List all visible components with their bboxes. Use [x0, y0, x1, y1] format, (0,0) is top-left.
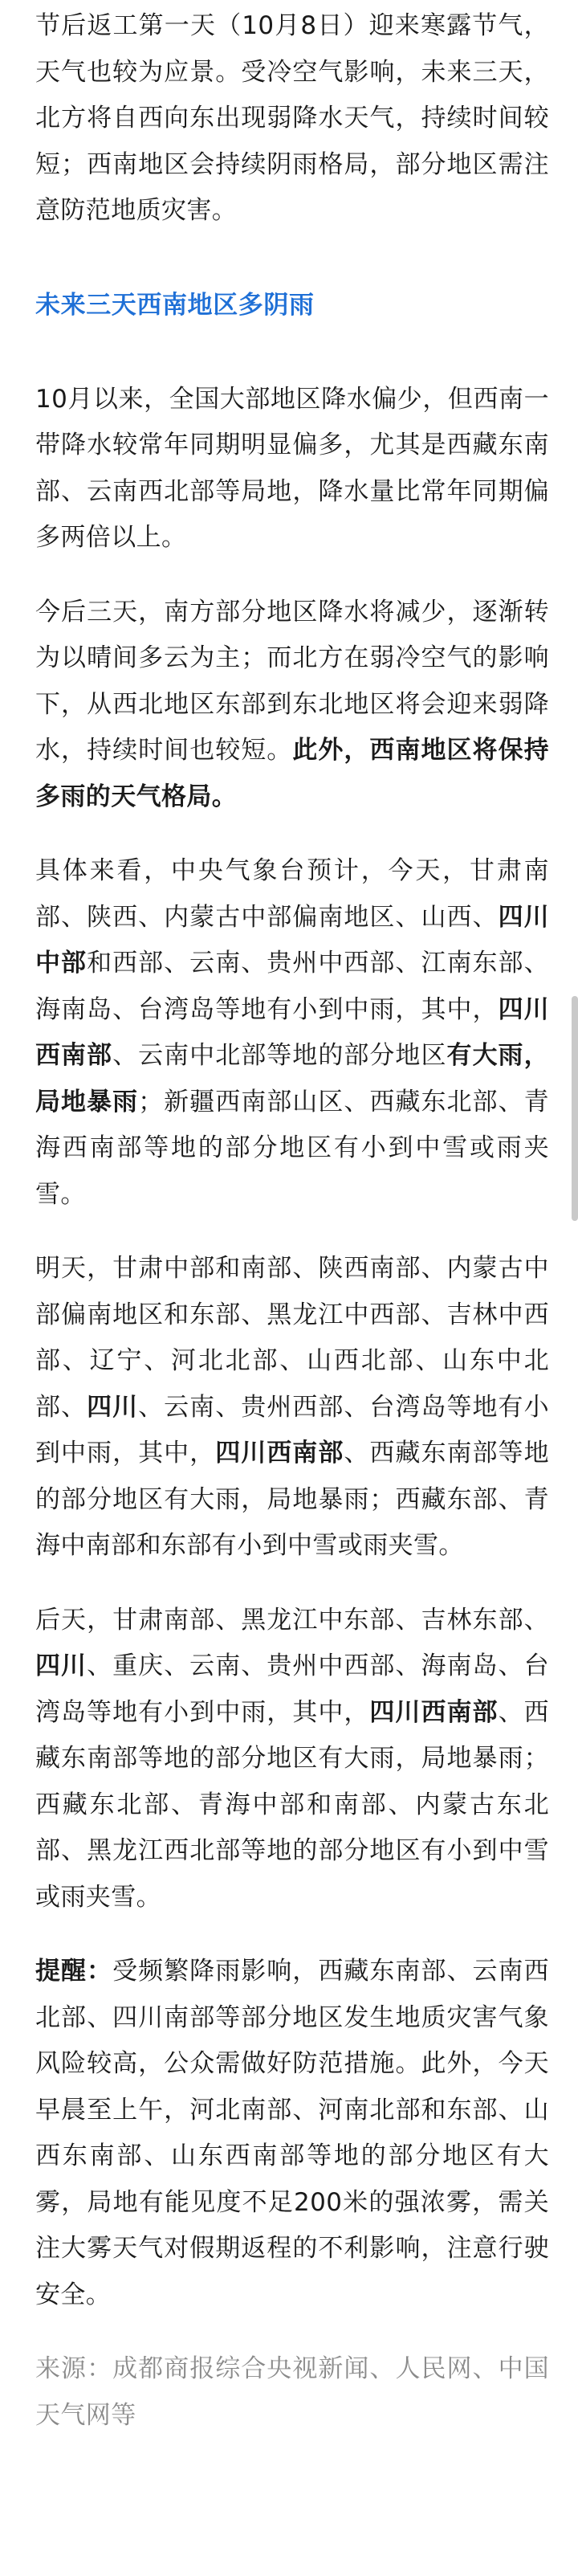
tomorrow-text-2: 、云南、贵州西部、台湾岛等地有小到中雨，其中，: [35, 1392, 549, 1468]
dayafter-text-3: 、西藏东南部等地的部分地区有大雨，局地暴雨；西藏东北部、青海中部和南部、内蒙古东北部、黑龙江西北部等地的部分地区有小到中雪或雨夹雪。: [35, 1697, 549, 1912]
paragraph-rain-statistics: 10月以来，全国大部地区降水偏少，但西南一带降水较常年同期明显偏多，尤其是西藏东南部、云南西北部等局地，降水量比常年同期偏多两倍以上。: [35, 384, 549, 552]
dayafter-text-1: 后天，甘肃南部、黑龙江中东部、吉林东部、: [35, 1605, 549, 1635]
today-text-4: ；新疆西南部山区、西藏东北部、青海西南部等地的部分地区有小到中雪或雨夹雪。: [35, 1087, 549, 1209]
reminder-label: 提醒：: [35, 1957, 113, 1986]
today-text-2: 和西部、云南、贵州中西部、江南东部、海南岛、台湾岛等地有小到中雨，其中，: [35, 949, 549, 1024]
dayafter-bold-1: 四川: [35, 1651, 88, 1680]
today-bold-3: 有大雨，局地暴雨: [35, 1041, 549, 1117]
tomorrow-bold-1: 四川: [87, 1392, 139, 1422]
paragraph-reminder: [35, 1949, 549, 2318]
paragraph-tomorrow-forecast: [35, 1246, 549, 1570]
today-bold-1: 四川中部: [35, 902, 549, 978]
outlook-highlight: 此外，西南地区将保持多雨的天气格局。: [35, 736, 550, 811]
source-credit: 来源：成都商报综合央视新闻、人民网、中国天气网等: [35, 2354, 549, 2430]
tomorrow-text-1: 明天，甘肃中部和南部、陕西南部、内蒙古中部偏南地区和东部、黑龙江中西部、吉林中西部、辽宁、河北北部、山西北部、山东中北部、: [35, 1254, 549, 1422]
section-heading: 未来三天西南地区多阴雨: [35, 290, 315, 320]
paragraph-today-forecast: [35, 848, 549, 1218]
article-body: [35, 0, 549, 2439]
scrollbar-thumb[interactable]: [572, 996, 578, 1221]
intro-paragraph: 节后返工第一天（10月8日）迎来寒露节气，天气也较为应景。受冷空气影响，未来三天，北方将自西向东出现弱降水天气，持续时间较短；西南地区会持续阴雨格局，部分地区需注意防范地质灾害。: [35, 11, 549, 225]
tomorrow-text-3: 、西藏东南部等地的部分地区有大雨，局地暴雨；西藏东部、青海中南部和东部有小到中雪或雨夹雪。: [35, 1439, 549, 1560]
tomorrow-bold-2: 四川西南部: [215, 1439, 344, 1468]
today-bold-2: 四川西南部: [35, 994, 549, 1070]
dayafter-bold-2: 四川西南部: [369, 1697, 499, 1727]
today-text-3: 、云南中北部等地的部分地区: [112, 1041, 447, 1070]
today-text-1: 具体来看，中央气象台预计，今天，甘肃南部、陕西、内蒙古中部偏南地区、山西、: [35, 856, 549, 932]
dayafter-text-2: 、重庆、云南、贵州中西部、海南岛、台湾岛等地有小到中雨，其中，: [35, 1651, 549, 1727]
paragraph-three-day-outlook: [35, 590, 549, 821]
paragraph-day-after-forecast: [35, 1598, 549, 1921]
outlook-text: 今后三天，南方部分地区降水将减少，逐渐转为以晴间多云为主；而北方在弱冷空气的影响下，从西北地区东部到东北地区将会迎来弱降水，持续时间也较短。: [35, 597, 549, 765]
reminder-text: 受频繁降雨影响，西藏东南部、云南西北部、四川南部等部分地区发生地质灾害气象风险较高，公众需做好防范措施。此外，今天早晨至上午，河北南部、河南北部和东部、山西东南部、山东西南部等地的部分地区有大雾，局地有能见度不足200米的强浓雾，需关注大雾天气对假期返程的不利影响，注意行驶安全。: [35, 1957, 549, 2309]
